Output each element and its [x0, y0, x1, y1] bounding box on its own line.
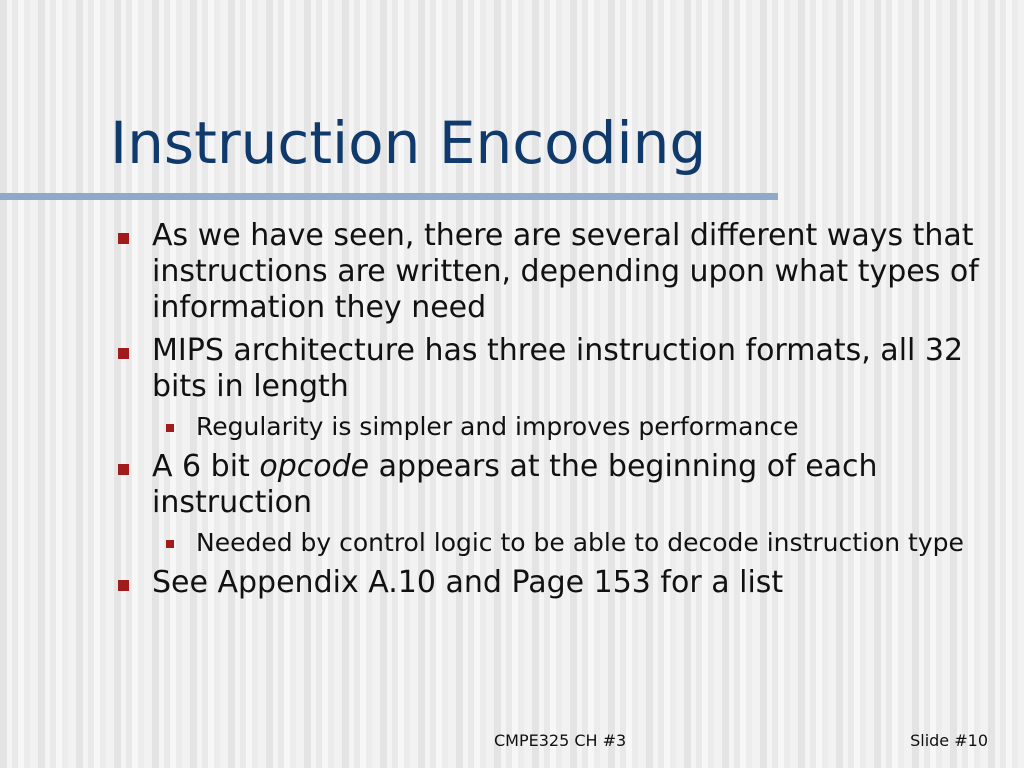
bullet-item	[112, 218, 1012, 326]
slide-title: Instruction Encoding	[110, 109, 707, 177]
opcode-emphasis: opcode	[259, 449, 370, 484]
bullet-text-suffix: appears at the beginning of each instruction	[152, 449, 878, 520]
square-bullet-icon	[118, 464, 129, 475]
title-rule	[0, 193, 778, 200]
bullet-item	[112, 333, 1012, 405]
bullet-text-prefix: A 6 bit	[152, 449, 260, 484]
bullet-text: See Appendix A.10 and Page 153 for a list	[152, 565, 784, 600]
bullet-text: MIPS architecture has three instruction formats, all 32 bits in length	[152, 333, 964, 404]
sub-bullet-item	[158, 412, 1012, 442]
square-bullet-icon	[118, 233, 129, 244]
square-bullet-icon	[166, 424, 174, 432]
footer-slide-number: Slide #10	[910, 731, 988, 750]
square-bullet-icon	[118, 348, 129, 359]
bullet-item	[112, 565, 1012, 601]
sub-bullet-item	[158, 528, 1012, 558]
footer-course: CMPE325 CH #3	[494, 731, 627, 750]
bullet-list	[112, 218, 1012, 608]
square-bullet-icon	[118, 580, 129, 591]
bullet-text: As we have seen, there are several different ways that instructions are written, depending upon what types of information they need	[152, 218, 979, 325]
sub-bullet-text: Regularity is simpler and improves performance	[196, 412, 799, 441]
square-bullet-icon	[166, 540, 174, 548]
bullet-item	[112, 449, 1012, 521]
sub-bullet-text: Needed by control logic to be able to decode instruction type	[196, 528, 964, 557]
